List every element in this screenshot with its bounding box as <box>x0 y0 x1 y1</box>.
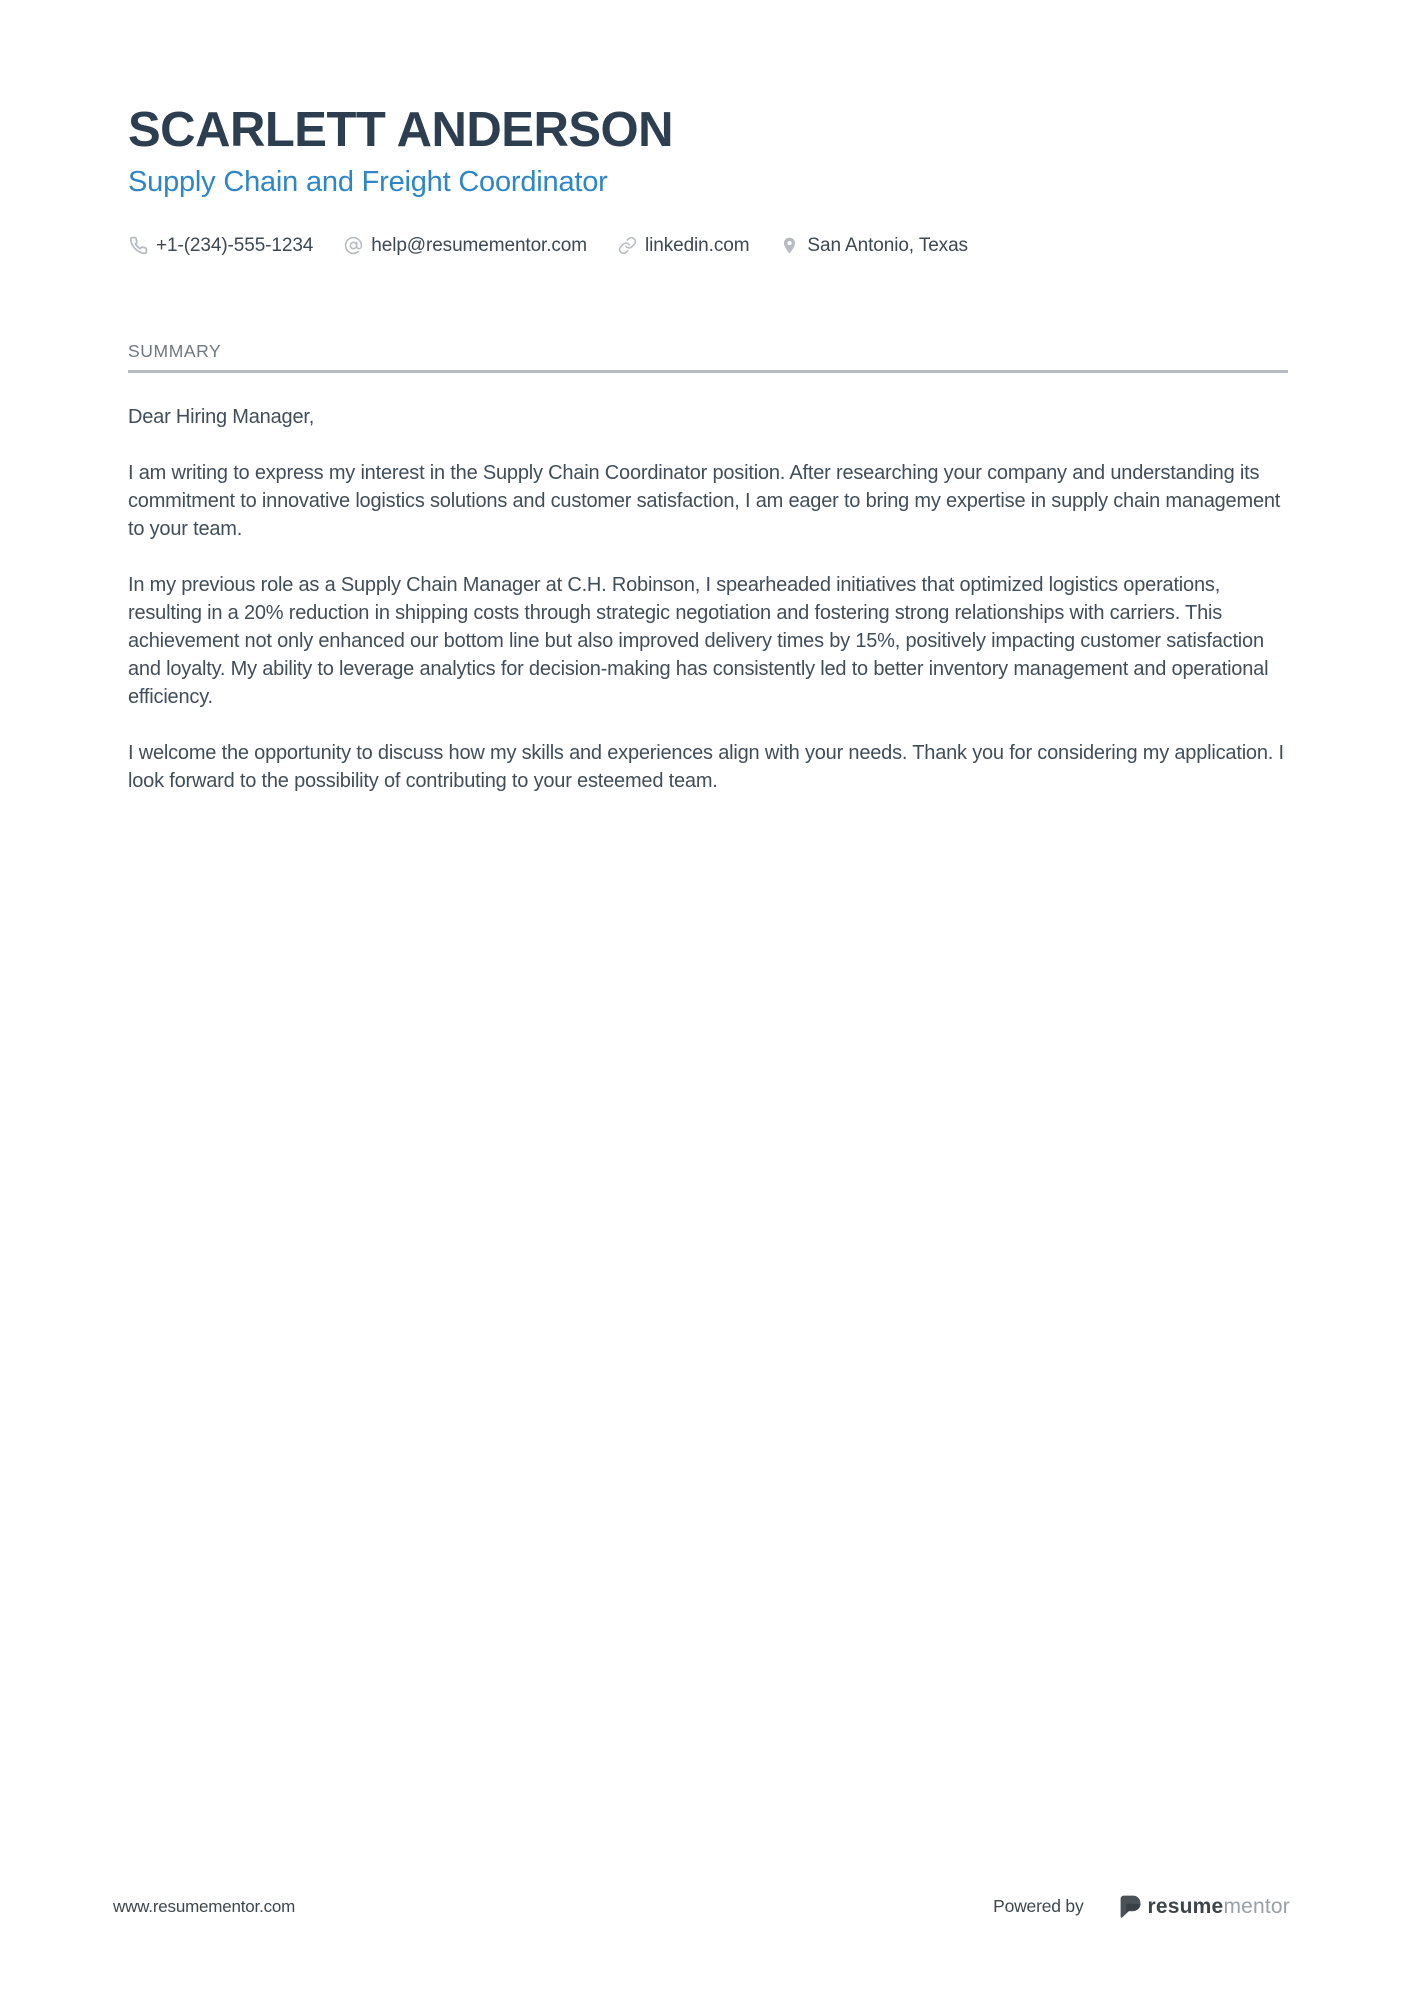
candidate-name: SCARLETT ANDERSON <box>128 103 674 157</box>
letter-salutation: Dear Hiring Manager, <box>128 405 315 428</box>
resumementor-logo-text <box>1148 1895 1290 1919</box>
letter-body <box>128 403 1288 795</box>
footer-site-url[interactable]: www.resumementor.com <box>113 1896 296 1916</box>
contact-website-text[interactable]: linkedin.com <box>645 234 750 256</box>
brand-text-resume: resume <box>1147 1894 1224 1918</box>
section-heading-summary: SUMMARY <box>128 340 222 361</box>
phone-icon <box>128 236 148 256</box>
letter-paragraph: I welcome the opportunity to discuss how my skills and experiences align with your needs. Thank you for considering my application. I look forward to the possibility of contributing to your esteemed team. <box>128 741 1284 792</box>
contact-location-text: San Antonio, Texas <box>807 234 968 256</box>
contact-phone-text: +1-(234)-555-1234 <box>156 234 314 256</box>
contact-email-text[interactable]: help@resumementor.com <box>371 234 588 256</box>
contact-row <box>128 235 1288 257</box>
at-sign-icon <box>343 236 363 256</box>
letter-paragraph: I am writing to express my interest in the Supply Chain Coordinator position. After researching your company and understanding its commitment to innovative logistics solutions and customer satisfaction, I am eager to bring my expertise in supply chain management to your team. <box>128 461 1281 540</box>
section-divider <box>128 370 1288 373</box>
contact-location <box>779 235 968 257</box>
link-icon <box>617 236 637 256</box>
contact-website[interactable] <box>617 235 749 257</box>
candidate-job-title: Supply Chain and Freight Coordinator <box>128 165 608 198</box>
contact-email[interactable] <box>343 235 587 257</box>
map-pin-icon <box>779 236 799 256</box>
brand-text-mentor: mentor <box>1223 1894 1290 1918</box>
page-content <box>128 0 1288 823</box>
page-footer <box>113 1894 1290 1919</box>
footer-branding <box>993 1894 1290 1919</box>
resumementor-logo[interactable] <box>1118 1894 1290 1919</box>
powered-by-label: Powered by <box>993 1896 1084 1916</box>
letter-paragraph: In my previous role as a Supply Chain Manager at C.H. Robinson, I spearheaded initiatives that optimized logistics operations, resulting in a 20% reduction in shipping costs through strategic negotiation and fostering strong relationships with carriers. This achievement not only enhanced our bottom line but also improved delivery times by 15%, positively impacting customer satisfaction and loyalty. My ability to leverage analytics for decision-making has consistently led to better inventory management and operational efficiency. <box>128 573 1269 708</box>
resumementor-logo-icon <box>1118 1894 1143 1919</box>
contact-phone <box>128 235 313 257</box>
